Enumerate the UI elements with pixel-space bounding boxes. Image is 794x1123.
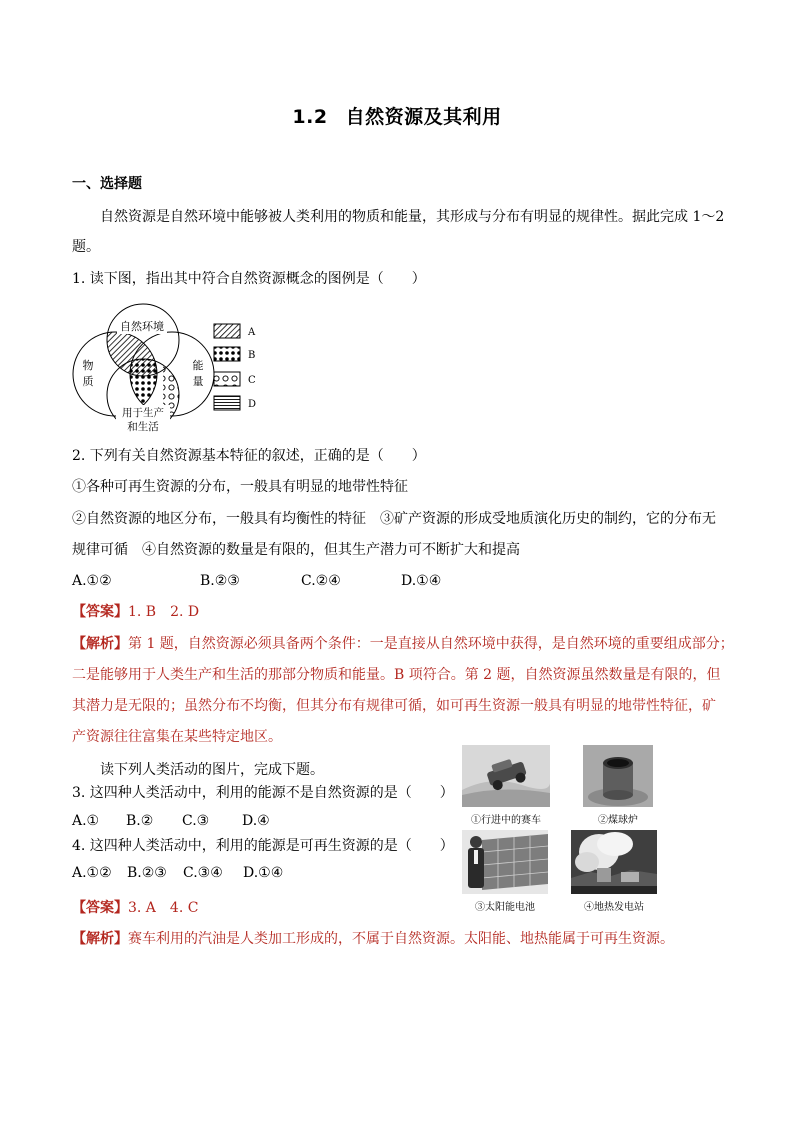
legend-swatch-d [214,396,240,410]
question-3-stem: 3. 这四种人类活动中，利用的能源不是自然资源的是（ ） [72,785,454,801]
answer-1-label: 【答案】 [72,604,128,620]
page-title [0,102,794,129]
photo-coal-stove [583,745,653,826]
photo-caption-1: ①行进中的赛车 [471,815,541,826]
venn-label-right-1: 能 [192,359,204,372]
legend-swatch-a [214,324,240,338]
analysis-1-line-4: 产资源往往富集在某些特定地区。 [72,729,282,745]
q4-option-c[interactable]: C.③④ [183,865,223,881]
answer-2-text: 3. A 4. C [128,900,199,916]
legend-label-d: D [248,399,257,410]
question-2-stem: 2. 下列有关自然资源基本特征的叙述，正确的是（ ） [72,448,426,464]
question-2-options [72,571,441,591]
q2-option-a[interactable]: A.①② [72,573,112,589]
analysis-1-line-2: 二是能够用于人类生产和生活的那部分物质和能量。B 项符合。第 2 题，自然资源虽然数量是有限的，但 [72,667,721,683]
question-2-statement-2: ②自然资源的地区分布，一般具有均衡性的特征 ③矿产资源的形成受地质演化历史的制约，它的分布无 [72,511,716,527]
analysis-1-label: 【解析】 [72,636,128,652]
photo-caption-3: ③太阳能电池 [475,902,535,913]
answer-1 [72,602,199,622]
intro-line-2: 题。 [72,239,100,255]
analysis-2-text: 赛车利用的汽油是人类加工形成的，不属于自然资源。太阳能、地热能属于可再生资源。 [128,931,674,947]
coal-stove-image [583,745,653,807]
analysis-1-line-3: 其潜力是无限的；虽然分布不均衡，但其分布有规律可循，如可再生资源一般具有明显的地带性特征，矿 [72,698,716,714]
question-4-options [72,863,283,883]
geothermal-plant-image [571,830,657,894]
venn-diagram [68,302,268,434]
venn-label-right-2: 量 [192,375,204,388]
legend-swatch-c [214,372,240,386]
q4-option-d[interactable]: D.①④ [243,865,284,881]
title-number: 1.2 [292,106,328,128]
answer-2 [72,898,198,918]
question-2-statement-1: ①各种可再生资源的分布，一般具有明显的地带性特征 [72,479,408,495]
q3-option-b[interactable]: B.② [126,813,154,829]
answer-1-text: 1. B 2. D [128,604,200,620]
photo-race-car [462,745,550,826]
intro-line-1: 自然资源是自然环境中能够被人类利用的物质和能量，其形成与分布有明显的规律性。据此完成 1～2 [100,209,725,225]
q2-option-b[interactable]: B.②③ [200,573,240,589]
q4-option-b[interactable]: B.②③ [127,865,167,881]
photo-caption-2: ②煤球炉 [598,815,638,826]
legend-swatch-b [214,347,240,361]
q3-option-a[interactable]: A.① [72,813,100,829]
photo-geothermal-plant [571,830,657,912]
q3-option-d[interactable]: D.④ [242,813,270,829]
q3-option-c[interactable]: C.③ [182,813,210,829]
section-heading: 一、选择题 [72,176,142,192]
photo-solar-panel [462,830,548,912]
photo-caption-4: ④地热发电站 [584,902,644,913]
question-3-options [72,811,270,831]
question-2-statement-3: 规律可循 ④自然资源的数量是有限的，但其生产潜力可不断扩大和提高 [72,542,520,558]
venn-label-bottom-2: 和生活 [127,421,159,433]
analysis-1-line-1: 【解析】第 1 题，自然资源必须具备两个条件：一是直接从自然环境中获得，是自然环境的重要组成部分； [72,636,734,652]
region-c [163,357,213,432]
q2-option-d[interactable]: D.①④ [401,573,442,589]
q4-option-a[interactable]: A.①② [72,865,112,881]
q2-option-c[interactable]: C.②④ [301,573,341,589]
solar-panel-image [462,830,548,894]
legend-label-c: C [248,375,256,386]
legend-label-b: B [248,350,256,361]
venn-label-left-1: 物 [82,359,94,372]
question-1-stem: 1. 读下图，指出其中符合自然资源概念的图例是（ ） [72,271,426,287]
title-text: 自然资源及其利用 [345,106,502,128]
answer-2-label: 【答案】 [72,900,128,916]
question-4-stem: 4. 这四种人类活动中，利用的能源是可再生资源的是（ ） [72,838,454,854]
analysis-2 [72,929,674,949]
venn-label-bottom-1: 用于生产 [122,407,164,419]
intro-2: 读下列人类活动的图片，完成下题。 [100,762,324,778]
legend-label-a: A [248,327,256,338]
race-car-image [462,745,550,807]
analysis-2-label: 【解析】 [72,931,128,947]
venn-label-left-2: 质 [82,375,94,388]
venn-label-top: 自然环境 [120,320,164,333]
